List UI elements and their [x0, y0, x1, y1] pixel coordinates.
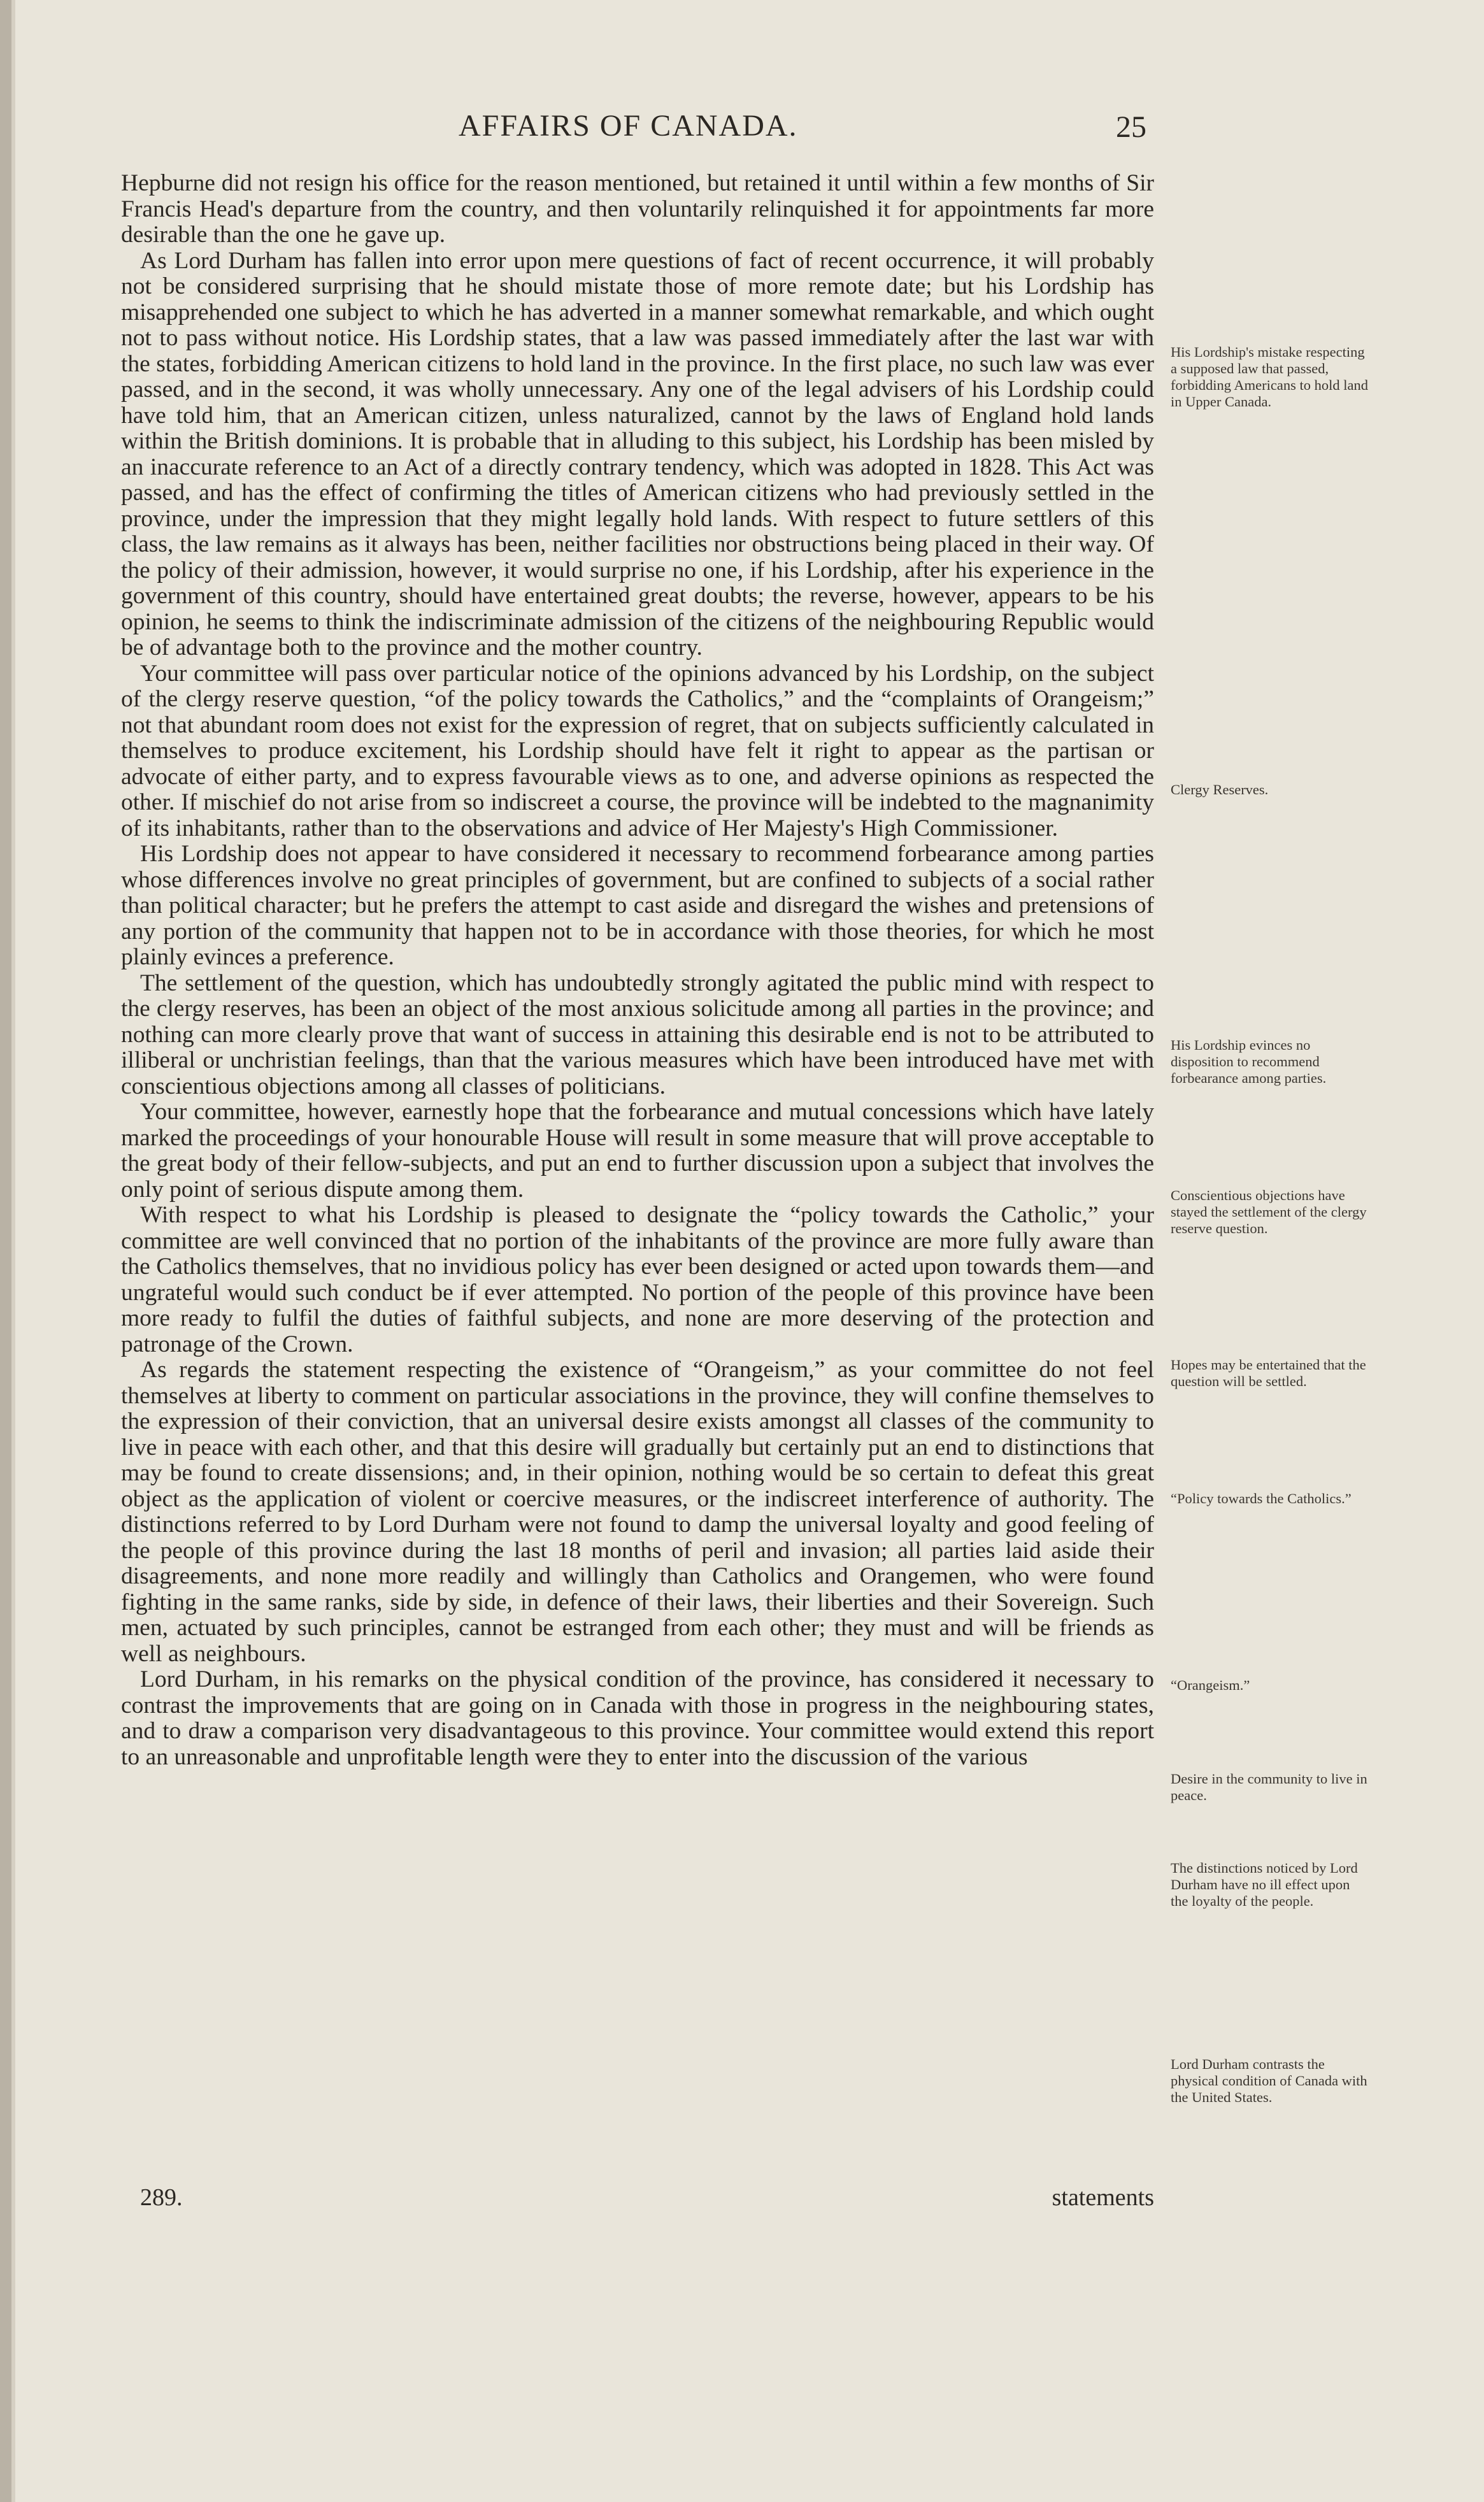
page-number: 25 — [1116, 110, 1146, 144]
paragraph: As Lord Durham has fallen into error upon mere questions of fact of recent occurrence, it will probably not be considered surprising that he should mistate those of more remote date; but his Lordship has misapprehended one subject to which he has adverted in a manner somewhat remarkable, and which ought not to pass without notice. His Lordship states, that a law was passed immediately after the last war with the states, forbidding American citizens to hold land in the province. In the first place, no such law was ever passed, and in the second, it was wholly unnecessary. Any one of the legal advisers of his Lordship could have told him, that an American citizen, unless naturalized, cannot by the laws of England hold lands within the British dominions. It is probable that in alluding to this subject, his Lordship has been misled by an inaccurate reference to an Act of a directly contrary tendency, which was adopted in 1828. This Act was passed, and has the effect of confirming the titles of American citizens who had previously settled in the province, under the impression that they might legally hold lands. With respect to future settlers of this class, the law remains as it always has been, neither facilities nor obstructions being placed in their way. Of the policy of their admission, however, it would surprise no one, if his Lordship, after his experience in the government of this country, should have entertained great doubts; the reverse, however, appears to be his opinion, he seems to think the indiscriminate admission of the citizens of the neighbouring Republic would be of advantage both to the province and the mother country. — [121, 247, 1154, 661]
paragraph: With respect to what his Lordship is pleased to designate the “policy towards the Catholic,” your committee are well convinced that no portion of the inhabitants of the province are more fully aware than the Catholics themselves, that no invidious policy has ever been designed or acted upon towards them—and ungrateful would such conduct be if ever attempted. No portion of the people of this province have been more ready to fulfil the duties of faithful subjects, and none are more deserving of the protection and patronage of the Crown. — [121, 1202, 1154, 1357]
page-header — [121, 108, 1159, 159]
margin-note: Conscientious objections have stayed the settlement of the clergy reserve question. — [1171, 1187, 1367, 1236]
margin-note: “Orangeism.” — [1171, 1677, 1250, 1693]
paragraph: Lord Durham, in his remarks on the physical condition of the province, has considered it necessary to contrast the improvements that are going on in Canada with those in progress in the neighbouring states, and to draw a comparison very disadvantageous to this province. Your committee would extend this report to an unreasonable and unprofitable length were they to enter into the discussion of the various — [121, 1666, 1154, 1770]
margin-note: Desire in the community to live in peace. — [1171, 1771, 1367, 1803]
margin-note: The distinctions noticed by Lord Durham have no ill effect upon the loyalty of the people. — [1171, 1860, 1358, 1909]
page-binding-shadow — [11, 0, 15, 2502]
signature-mark: 289. — [140, 2184, 183, 2211]
margin-note: His Lordship evinces no disposition to recommend forbearance among parties. — [1171, 1037, 1327, 1086]
paragraph: The settlement of the question, which has undoubtedly strongly agitated the public mind with respect to the clergy reserves, has been an object of the most anxious solicitude among all parties in the province; and nothing can more clearly prove that want of success in attaining this desirable end is not to be attributed to illiberal or unchristian feelings, than that the various measures which have been introduced have met with conscientious objections among all classes of politicians. — [121, 969, 1154, 1099]
paragraph: His Lordship does not appear to have considered it necessary to recommend forbearance among parties whose differences involve no great principles of government, but are confined to subjects of a social rather than political character; but he prefers the attempt to cast aside and disregard the wishes and pretensions of any portion of the community that happen not to be in accordance with those theories, for which he most plainly evinces a preference. — [121, 841, 1154, 970]
margin-note: “Policy towards the Catholics.” — [1171, 1490, 1352, 1506]
margin-note: Hopes may be entertained that the question will be settled. — [1171, 1357, 1366, 1389]
body-text — [121, 171, 1154, 1770]
paragraph: As regards the statement respecting the existence of “Orangeism,” as your committee do not feel themselves at liberty to comment on particular associations in the province, they will confine themselves to the expression of their conviction, that an universal desire exists amongst all classes of the community to live in peace with each other, and that this desire will gradually but certainly put an end to distinctions that may be found to create dissensions; and, in their opinion, nothing would be so certain to defeat this great object as the application of violent or coercive measures, or the indiscreet interference of authority. The distinctions referred to by Lord Durham were not found to damp the universal loyalty and good feeling of the people of this province during the last 18 months of peril and invasion; all parties laid aside their disagreements, and none more readily and willingly than Catholics and Orangemen, who were found fighting in the same ranks, side by side, in defence of their laws, their liberties and their Sovereign. Such men, actuated by such principles, cannot be estranged from each other; they must and will be friends as well as neighbours. — [121, 1357, 1154, 1667]
paragraph: Your committee, however, earnestly hope that the forbearance and mutual concessions which have lately marked the proceedings of your honourable House will result in some measure that will prove acceptable to the great body of their fellow-subjects, and put an end to further discussion upon a subject that involves the only point of serious dispute among them. — [121, 1099, 1154, 1203]
paragraph: Hepburne did not resign his office for the reason mentioned, but retained it until within a few months of Sir Francis Head's departure from the country, and then voluntarily relinquished it for appointments far more desirable than the one he gave up. — [121, 170, 1154, 248]
page-binding-edge — [0, 0, 11, 2502]
margin-note: Clergy Reserves. — [1171, 782, 1269, 797]
margin-note: Lord Durham contrasts the physical condition of Canada with the United States. — [1171, 2056, 1367, 2105]
margin-note: His Lordship's mistake respecting a supposed law that passed, forbidding Americans to hold land in Upper Canada. — [1171, 344, 1368, 410]
page-footer — [121, 2184, 1154, 2222]
catchword: statements — [1052, 2184, 1154, 2211]
running-title: AFFAIRS OF CANADA. — [459, 109, 798, 143]
paragraph: Your committee will pass over particular notice of the opinions advanced by his Lordship, on the subject of the clergy reserve question, “of the policy towards the Catholics,” and the “complaints of Orangeism;” not that abundant room does not exist for the expression of regret, that on subjects sufficiently calculated in themselves to produce excitement, his Lordship should have felt it right to appear as the partisan or advocate of either party, and to express favourable views as to one, and adverse opinions as respected the other. If mischief do not arise from so indiscreet a course, the province will be indebted to the magnanimity of its inhabitants, rather than to the observations and advice of Her Majesty's High Commissioner. — [121, 660, 1154, 841]
